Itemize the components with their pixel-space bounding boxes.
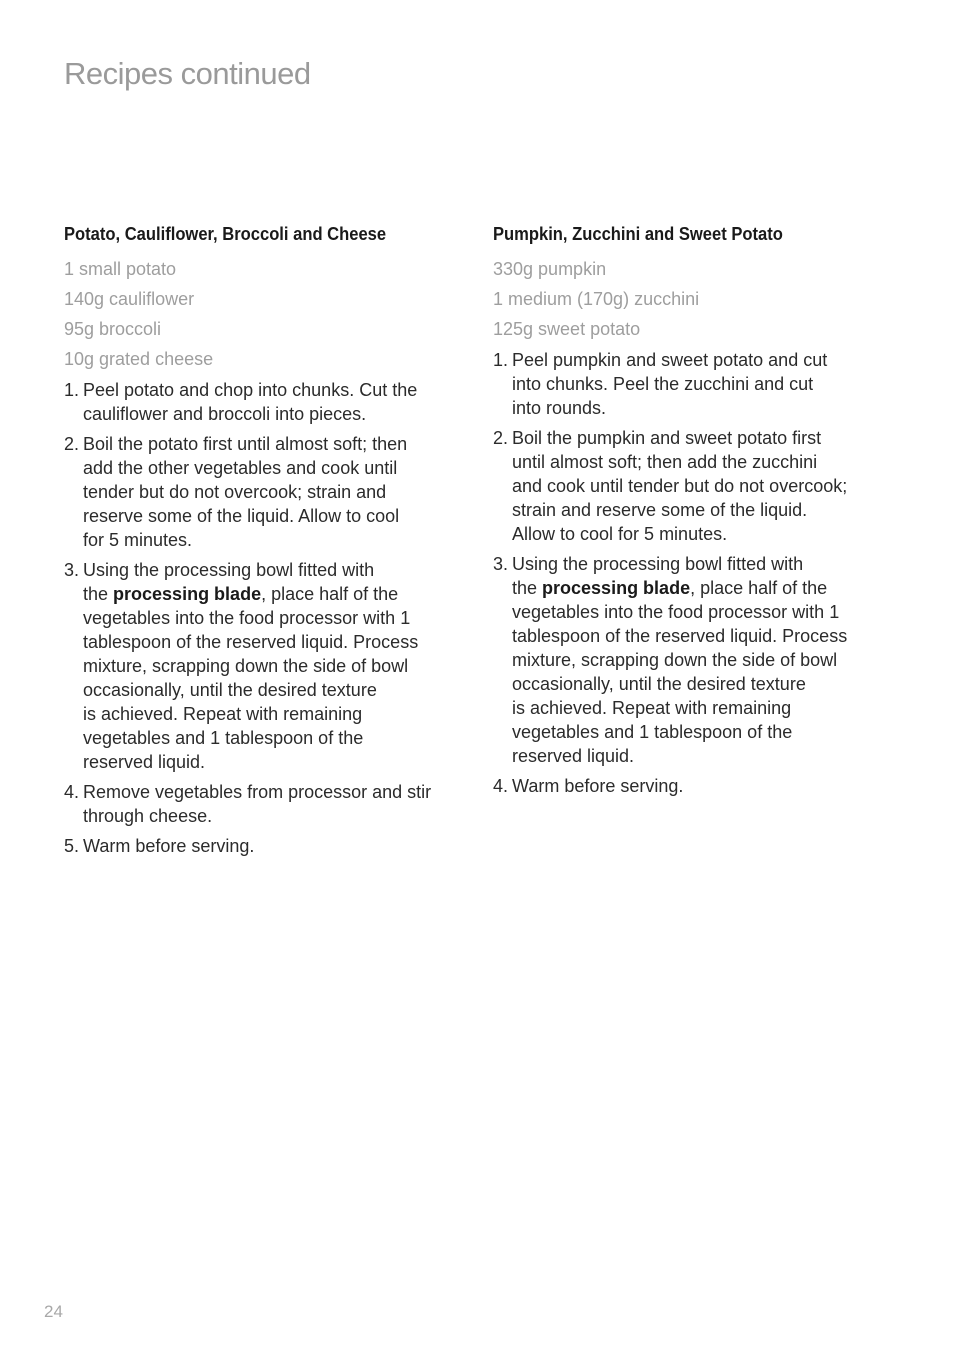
step-text: Peel potato and chop into chunks. Cut the cauliflower and broccoli into pieces. xyxy=(83,380,418,424)
step-number: 3. xyxy=(64,560,80,580)
step-emphasis: processing blade xyxy=(113,584,262,604)
step-text: Using the processing bowl fitted with the processing blade, place half of the vegetables into the food processor with 1 tablespoon of the reserved liquid. Process mixture, scrapping down the side of bowl occasionally, until the desired texture is achieved. Repeat with remaining vegetables and 1 tablespoon of the reserved liquid. xyxy=(83,560,419,772)
ingredient-list xyxy=(493,254,893,344)
step-number: 2. xyxy=(493,428,509,448)
step-number: 1. xyxy=(64,380,80,400)
step-number: 4. xyxy=(493,776,509,796)
method-step xyxy=(64,432,464,552)
method-step xyxy=(493,426,893,546)
step-text: Remove vegetables from processor and stir through cheese. xyxy=(83,782,432,826)
method-step xyxy=(64,558,464,774)
step-number: 2. xyxy=(64,434,80,454)
step-number: 5. xyxy=(64,836,80,856)
ingredient-item: 140g cauliflower xyxy=(64,289,195,309)
ingredient-item: 330g pumpkin xyxy=(493,259,607,279)
ingredient-item: 10g grated cheese xyxy=(64,349,214,369)
step-text: Warm before serving. xyxy=(83,836,255,856)
ingredient-item: 1 medium (170g) zucchini xyxy=(493,289,700,309)
method-step xyxy=(64,378,464,426)
ingredient-item: 1 small potato xyxy=(64,259,177,279)
step-number: 3. xyxy=(493,554,509,574)
ingredient-item: 125g sweet potato xyxy=(493,319,641,339)
step-emphasis: processing blade xyxy=(542,578,691,598)
step-text: Boil the potato first until almost soft; then add the other vegetables and cook until tender but do not overcook; strain and reserve some of the liquid. Allow to cool for 5 minutes. xyxy=(83,434,408,550)
ingredient-list xyxy=(64,254,464,374)
method-step xyxy=(493,348,893,420)
step-number: 4. xyxy=(64,782,80,802)
step-text: Warm before serving. xyxy=(512,776,684,796)
ingredient-item: 95g broccoli xyxy=(64,319,162,339)
method-step xyxy=(493,774,893,798)
step-text: Boil the pumpkin and sweet potato first until almost soft; then add the zucchini and cook until tender but do not overcook; strain and reserve some of the liquid. Allow to cool for 5 minutes. xyxy=(512,428,848,544)
step-text: Peel pumpkin and sweet potato and cut into chunks. Peel the zucchini and cut into rounds. xyxy=(512,350,828,418)
recipe-pumpkin-zucchini-sweet-potato xyxy=(493,220,893,804)
method-steps xyxy=(493,348,893,798)
method-step xyxy=(493,552,893,768)
method-step xyxy=(64,834,464,858)
method-steps xyxy=(64,378,464,858)
page-number: 24 xyxy=(44,1302,63,1321)
recipe-potato-cauliflower-broccoli-cheese xyxy=(64,220,464,864)
recipe-title: Potato, Cauliflower, Broccoli and Cheese xyxy=(64,224,387,244)
method-step xyxy=(64,780,464,828)
recipe-title: Pumpkin, Zucchini and Sweet Potato xyxy=(493,224,783,244)
step-number: 1. xyxy=(493,350,509,370)
step-text: Using the processing bowl fitted with the processing blade, place half of the vegetables into the food processor with 1 tablespoon of the reserved liquid. Process mixture, scrapping down the side of bowl occasionally, until the desired texture is achieved. Repeat with remaining vegetables and 1 tablespoon of the reserved liquid. xyxy=(512,554,848,766)
page-title: Recipes continued xyxy=(64,56,311,91)
